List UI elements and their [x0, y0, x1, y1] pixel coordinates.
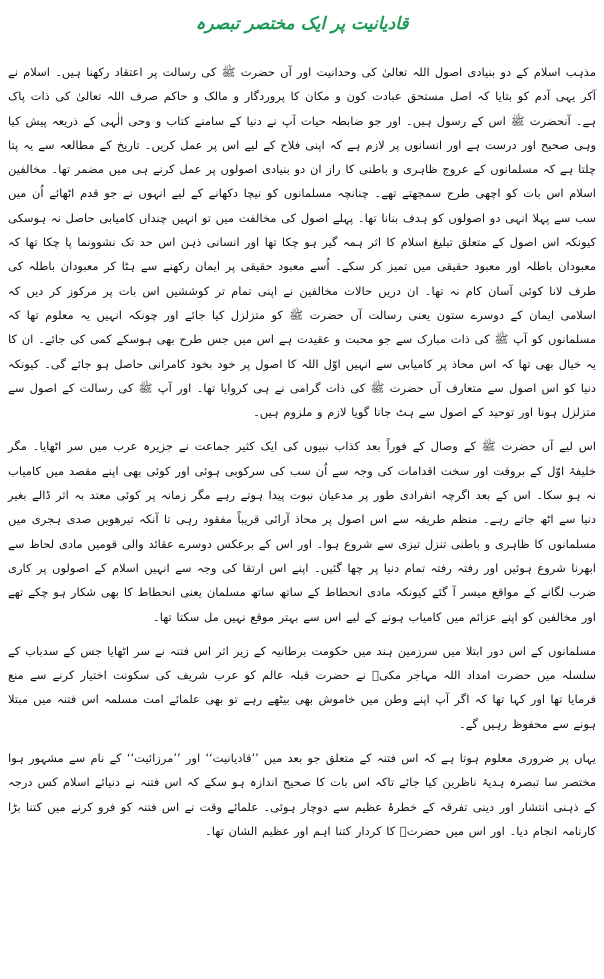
paragraph-3: مسلمانوں کے اس دور ابتلا میں سرزمین ہند میں حکومت برطانیہ کے زیر اثر اس فتنہ نے سر اٹھایا جس کے سدباب کے سلسلہ میں حضرت امداد اللہ مہاجر مکیؒ نے حضرت قبلہ عالم کو عرب شریف کی سکونت اختیار کرنے سے منع فرمایا تھا اور کہا تھا کہ اگر آپ اپنے وطن میں خاموش بھی بیٹھے رہے تو بھی علمائے امت مسلمہ اس فتنہ میں مبتلا ہونے سے محفوظ رہیں گے۔ [8, 643, 596, 731]
paragraph-1: مذہب اسلام کے دو بنیادی اصول اللہ تعالیٰ کی وحدانیت اور آں حضرت ﷺ کی رسالت پر اعتقاد رکھنا ہیں۔ اسلام نے آکر یہی آدم کو بتایا کہ اصل مستحق عبادت کون و مکان کا پروردگار و مالک و حاکم صرف اللہ تعالیٰ کی ذات پاک ہے۔ آنحضرت ﷺ اس کے رسول ہیں۔ اور جو ضابطہ حیات آپ نے دنیا کے سامنے کتاب و وحی الٰہی کے ذریعہ پیش کیا وہی صحیح اور درست ہے اور انسانوں پر لازم ہے کہ اپنی فلاح کے لیے اس پر عمل کریں۔ تاریخ کے مطالعہ سے یہ پتا چلتا ہے کہ مسلمانوں کے عروج ظاہری و باطنی کا راز ان دو بنیادی اصولوں پر عمل کرنے ہی میں مضمر تھا۔ مخالفین اسلام اس بات کو اچھی طرح سمجھتے تھے۔ چنانچہ مسلمانوں کو نیچا دکھانے کے لیے انہوں نے جو قدم اٹھائے اُن میں سب سے پہلا انہی دو اصولوں کو ہدف بنانا تھا۔ پہلے اصول کی مخالفت میں تو انہیں چنداں کامیابی حاصل نہ ہوسکی کیونکہ اس اصول کے متعلق تبلیغ اسلام کا اثر ہمہ گیر ہو چکا تھا اور انسانی ذہن اس حد تک نشوونما پا چکا تھا کہ معبودان باطلہ اور معبود حقیقی میں تمیز کر سکے۔ اُسے معبود حقیقی پر ایمان رکھنے سے ہٹا کر معبودان باطلہ کی طرف لانا کوئی آسان کام نہ تھا۔ ان دریں حالات مخالفین نے اپنی تمام تر کوششیں اس بات پر مرکوز کر دیں کہ اسلامی ایمان کے دوسرے ستون یعنی رسالت آں حضرت ﷺ کو متزلزل کیا جائے اور چونکہ انہیں یہ معلوم تھا کہ مسلمانوں کو آپ ﷺ کی ذات مبارک سے جو محبت و عقیدت ہے اس میں جس طرح بھی ہوسکے کمی کی جائے۔ ان کا یہ خیال بھی تھا کہ اس محاذ پر کامیابی سے انہیں اوّل اللہ کا اصول پر خود بخود کامرانی حاصل ہو جائے گی۔ کیونکہ دنیا کو اس اصول سے متعارف آں حضرت ﷺ کی ذات گرامی نے ہی کروایا تھا۔ اور آپ ﷺ کی رسالت کے اصول سے متزلزل ہونا اور توحید کے اصول سے ہٹ جانا گویا لازم و ملزوم ہیں۔ [8, 65, 596, 420]
paragraph-2: اس لیے آں حضرت ﷺ کے وصال کے فوراً بعد کذاب نبیوں کی ایک کثیر جماعت نے جزیرہ عرب میں سر اٹھایا۔ مگر خلیفۂ اوّل کے بروقت اور سخت اقدامات کی وجہ سے اُن سب کی سرکوبی ہوئی اور کوئی بھی اپنے مقصد میں کامیاب نہ ہو سکا۔ اس کے بعد اگرچہ انفرادی طور پر مدعیان نبوت پیدا ہوتے رہے مگر زمانہ پر کوئی معتد بہ اثر ڈالے بغیر دنیا سے اٹھ جاتے رہے۔ منظم طریقہ سے اس اصول پر محاذ آرائی قریباً مفقود رہی تا آنکہ تیرھویں صدی ہجری میں مسلمانوں کا ظاہری و باطنی تنزل تیزی سے شروع ہوا۔ اور اس کے برعکس دوسرے عقائد والی قومیں مادی لحاظ سے ابھرنا شروع ہوئیں اور رفتہ رفتہ تمام دنیا پر چھا گئیں۔ اپنے اس ارتقا کی وجہ سے انہیں اسلام کے اصولوں پر کاری ضرب لگانے کے مواقع میسر آ گئے کیونکہ مادی انحطاط کے ساتھ ساتھ مسلمان یعنی انحطاط کا بھی شکار ہو چکے تھے اور مخالفین کو اپنے عزائم میں کامیاب ہونے کے لیے اس سے بہتر موقع نہیں مل سکتا تھا۔ [8, 439, 596, 624]
paragraph-4: یہاں پر ضروری معلوم ہوتا ہے کہ اس فتنہ کے متعلق جو بعد میں ’’قادیانیت‘‘ اور ’’مرزائیت‘‘ کے نام سے مشہور ہوا مختصر سا تبصرہ ہدیۂ ناظرین کیا جائے تاکہ اس بات کا صحیح اندازہ ہو سکے کہ اس فتنہ نے دنیائے اسلام کس درجہ کے ذہنی انتشار اور دینی تفرقہ کے خطرۂ عظیم سے دوچار ہوئی۔ علمائے وقت نے اس فتنہ کو فرو کرنے میں کتنا بڑا کارنامہ انجام دیا۔ اور اس میں حضرتؒ کا کردار کتنا اہم اور عظیم الشان تھا۔ [8, 751, 596, 838]
page-title: قادیانیت پر ایک مختصر تبصرہ [195, 14, 409, 34]
